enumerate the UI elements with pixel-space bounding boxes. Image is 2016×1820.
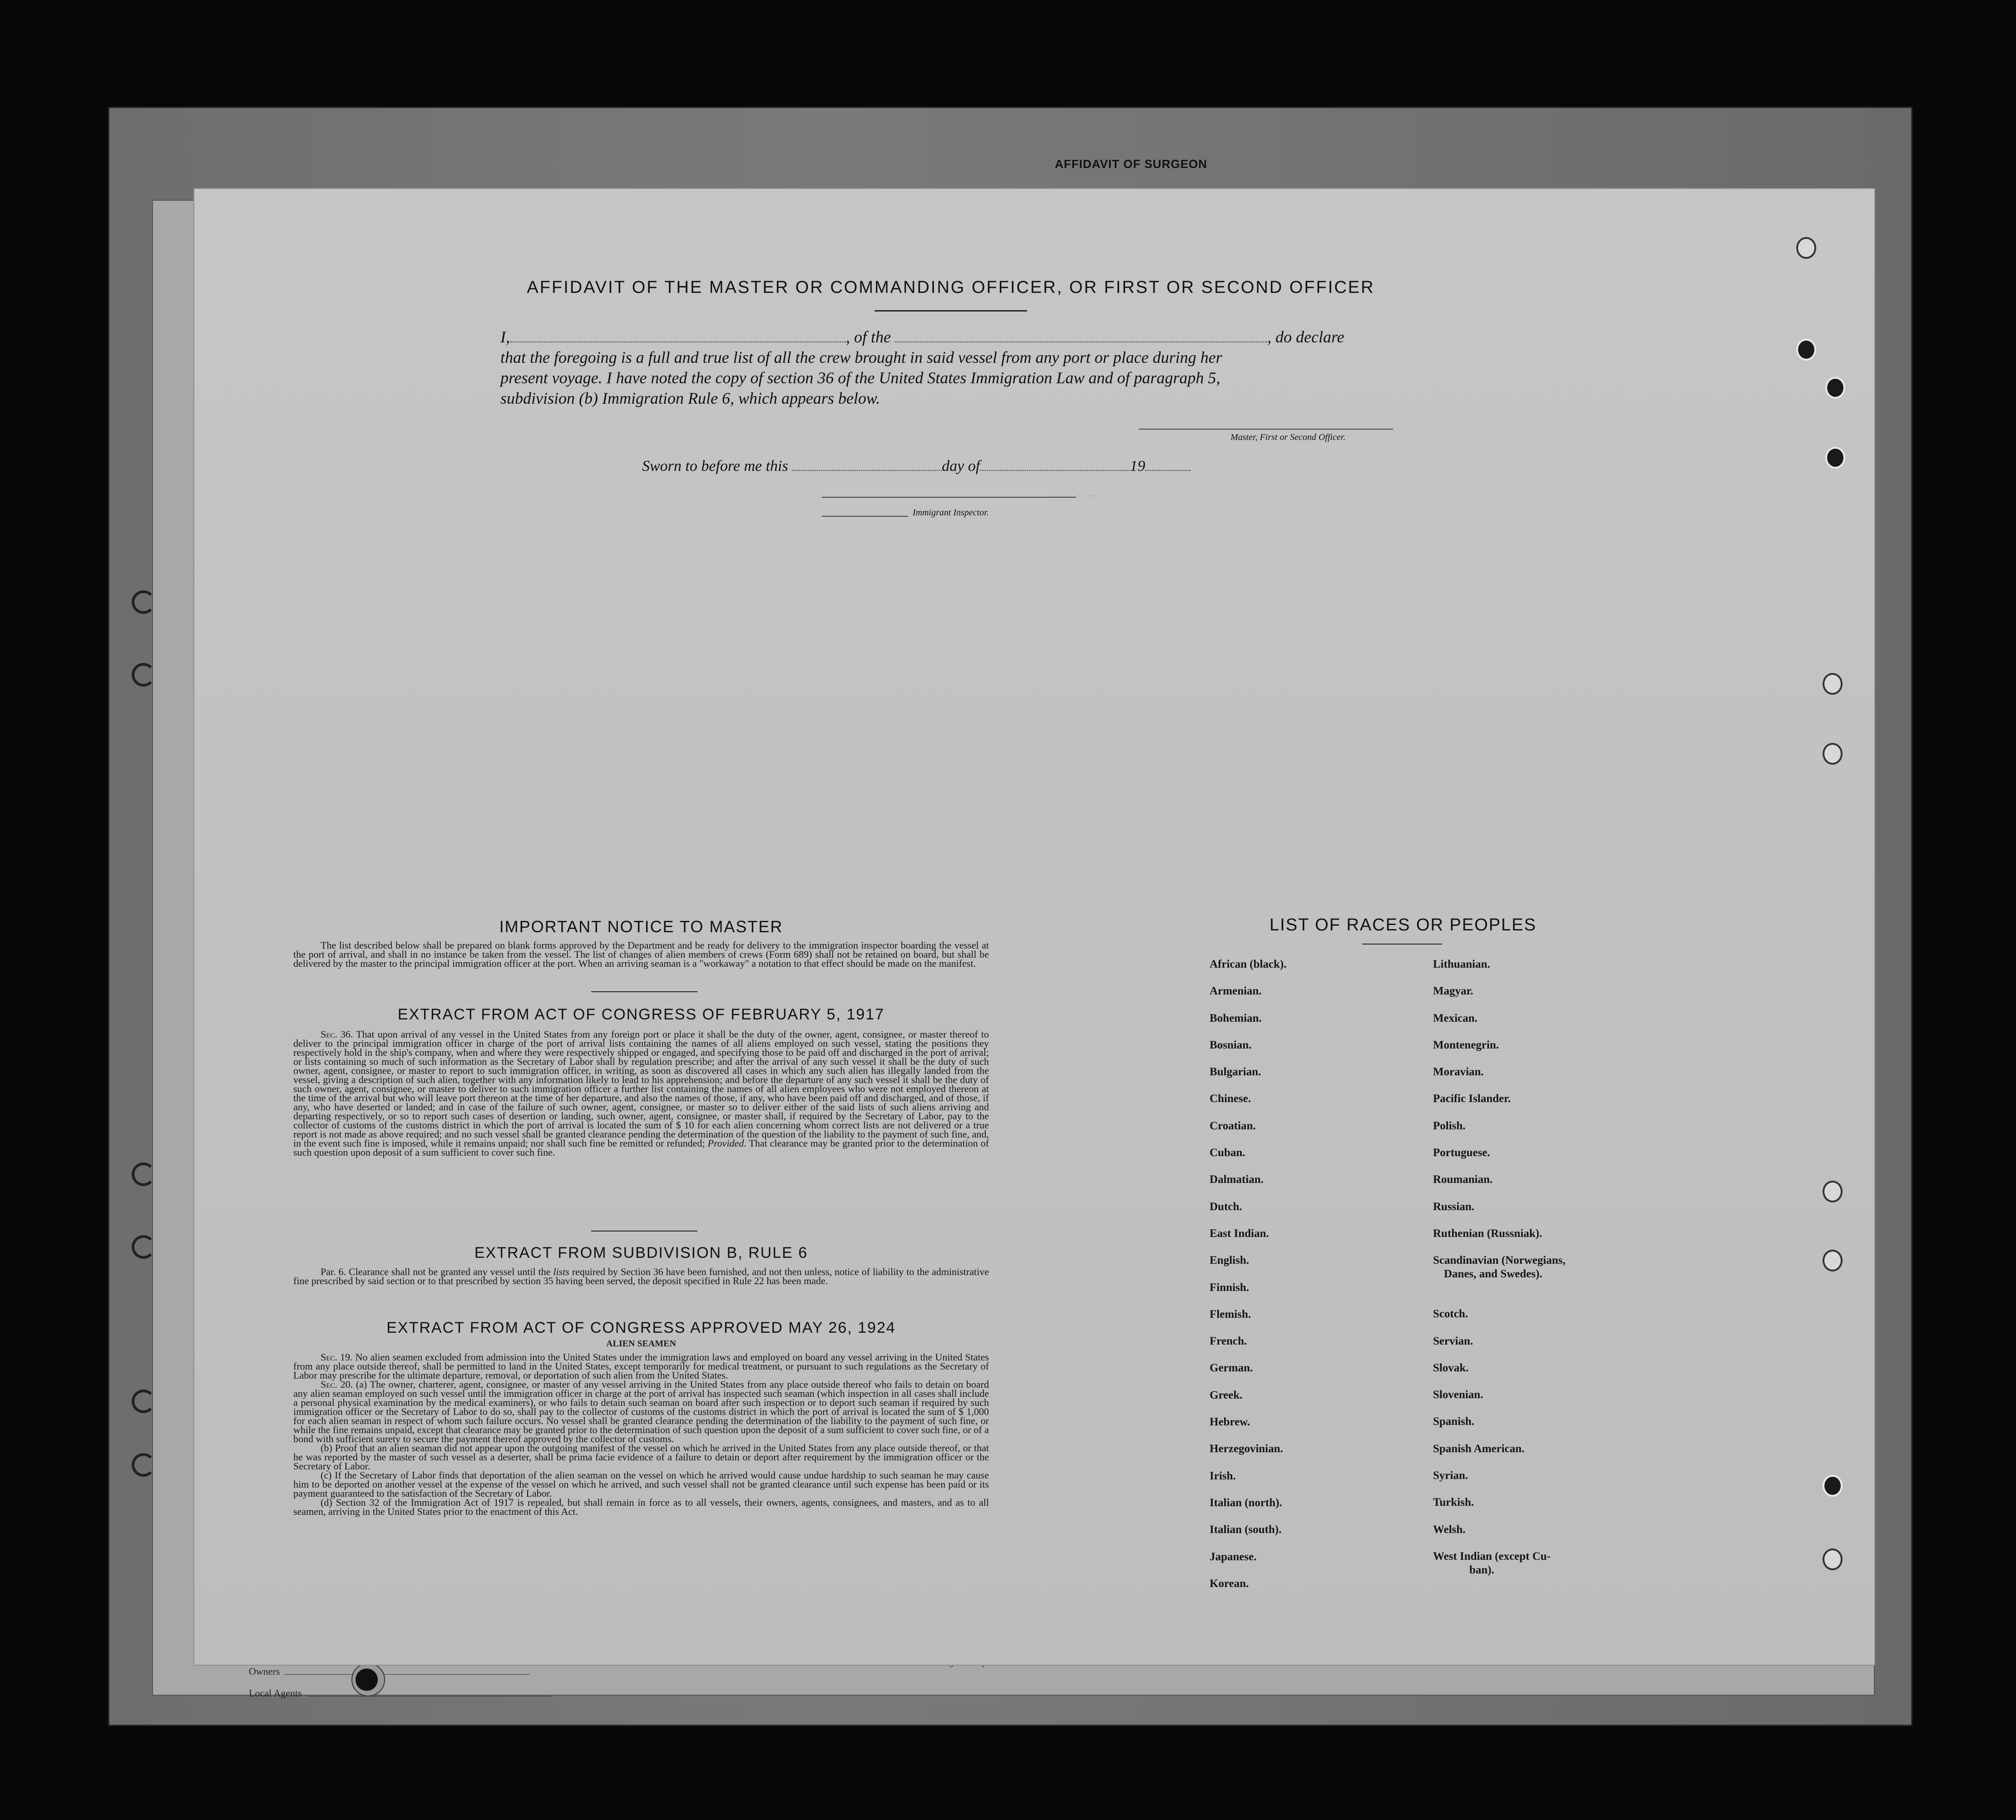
race-item: Bohemian. bbox=[1210, 1012, 1262, 1024]
sec-19-label: Sec. 19. bbox=[321, 1351, 353, 1363]
binding-hook-icon bbox=[132, 1235, 155, 1259]
punch-hole-icon bbox=[1796, 339, 1816, 361]
punch-hole-icon bbox=[1823, 1548, 1843, 1570]
provided-word: Provided. bbox=[707, 1138, 746, 1149]
inspector-dash bbox=[822, 516, 908, 517]
race-item: Armenian. bbox=[1210, 985, 1262, 998]
race-item: Slovenian. bbox=[1433, 1389, 1483, 1401]
extract-1917-section bbox=[293, 1006, 989, 1157]
punch-hole-icon bbox=[1823, 1250, 1843, 1271]
sworn-prefix: Sworn to before me this bbox=[642, 458, 788, 475]
race-item: French. bbox=[1210, 1335, 1247, 1348]
races-column-1 bbox=[1210, 958, 1286, 1604]
punch-hole-icon bbox=[1825, 447, 1845, 469]
race-item: Danes, and Swedes). bbox=[1444, 1268, 1542, 1281]
race-item: Pacific Islander. bbox=[1433, 1093, 1511, 1105]
race-item: Herzegovinian. bbox=[1210, 1443, 1283, 1455]
race-item: Greek. bbox=[1210, 1389, 1243, 1401]
race-item: African (black). bbox=[1210, 958, 1287, 970]
notice-body bbox=[293, 941, 989, 968]
seal-icon bbox=[351, 1663, 385, 1696]
sec-20c-text: (c) If the Secretary of Labor finds that deportation of the alien seaman on the vessel on which he arrived would cause undue hardship to such seaman he may cause him to be deported on another vessel at the expense of the vessel on which he arrived, and such vessel shall not be granted clearance until such expense has been paid or its payment guaranteed to the satisfaction of the Secretary of Labor. bbox=[293, 1469, 989, 1499]
inspector-caption: Immigrant Inspector. bbox=[913, 508, 989, 518]
races-column-2 bbox=[1433, 958, 1566, 1591]
race-item: Magyar. bbox=[1433, 985, 1473, 998]
race-item: Croatian. bbox=[1210, 1119, 1256, 1132]
par-6-text-a: Clearance shall not be granted any vessel until the bbox=[348, 1266, 551, 1277]
notice-divider bbox=[591, 991, 697, 992]
race-item: Finnish. bbox=[1210, 1281, 1249, 1294]
owners-label: Owners bbox=[249, 1666, 280, 1677]
race-item: Scotch. bbox=[1433, 1308, 1468, 1320]
races-divider bbox=[1362, 944, 1442, 945]
extract-rule6-body bbox=[293, 1267, 989, 1286]
race-item: Servian. bbox=[1433, 1335, 1473, 1347]
binding-hook-icon bbox=[132, 1162, 155, 1186]
declaration-of-the: , of the bbox=[846, 328, 891, 346]
sec-36-text: That upon arrival of any vessel in the United States from any foreign port or place it shall be the duty of the owner, agent, consignee, or master thereof to deliver to the principal immigration officer in charge of the port of arrival lists containing the names of all aliens employed on such vessel, stating the positions they respectively hold in the ship's company, when and where they were respectively shipped or engaged, and specifying those to be paid off and discharged in the port of arrival; or lists containing so much of such information as the Secretary of Labor shall by regulation prescribe; and after the arrival of any such vessel it shall be the duty of such owner, agent, consignee, or master to report to such immigration officer, in writing, as soon as discovered all cases in which any such alien has illegally landed from the vessel, giving a description of such alien, together with any information likely to lead to his apprehension; and before the departure of any such vessel it shall be the duty of such owner, agent, consignee, or master to deliver to such immigration officer a further list containing the names of all alien employees who were not employed thereon at the time of the arrival but who will leave port thereon at the time of her departure, and also the names of those, if any, who have been paid off and discharged, and of those, if any, who have deserted or landed; and in case of the failure of such owner, agent, consignee, or master so to deliver either of the said lists of such aliens arriving and departing respectively, or so to report such cases of desertion or landing, such owner, agent, consignee, or master shall, if required by the Secretary of Labor, pay to the collector of customs of the customs district in which the port of arrival is located the sum of $ 10 for each alien concerning whom correct lists are not delivered or a true report is not made as above required; and no such vessel shall be granted clearance pending the determination of the question of the liability to the payment of such fine, and, in the event such fine is imposed, while it remains unpaid; nor shall such fine be remitted or refunded; bbox=[293, 1029, 989, 1149]
race-item: Ruthenian (Russniak). bbox=[1433, 1227, 1542, 1240]
par-6-label: Par. 6. bbox=[321, 1266, 346, 1277]
show-through-text: — — — — — bbox=[1053, 490, 1107, 502]
race-item: Welsh. bbox=[1433, 1523, 1466, 1536]
declaration-i: I, bbox=[500, 328, 510, 346]
punch-hole-icon bbox=[1823, 1181, 1843, 1202]
binding-hook-icon bbox=[132, 1390, 155, 1413]
notice-title: IMPORTANT NOTICE TO MASTER bbox=[499, 917, 783, 936]
race-item: Korean. bbox=[1210, 1577, 1249, 1590]
race-item: Cuban. bbox=[1210, 1147, 1245, 1159]
declaration-line-1 bbox=[500, 327, 1408, 347]
extract-1924-body bbox=[293, 1353, 989, 1516]
race-item: Bosnian. bbox=[1210, 1039, 1252, 1051]
extract-1924-title: EXTRACT FROM ACT OF CONGRESS APPROVED MAY 26, 1924 bbox=[386, 1319, 896, 1336]
extract-1917-title: EXTRACT FROM ACT OF CONGRESS OF FEBRUARY 5, 1917 bbox=[397, 1006, 885, 1023]
race-item: English. bbox=[1210, 1254, 1249, 1267]
master-caption: Master, First or Second Officer. bbox=[1230, 432, 1346, 442]
race-item: Flemish. bbox=[1210, 1308, 1251, 1320]
under-sheet-labels bbox=[249, 1666, 552, 1709]
race-item: Japanese. bbox=[1210, 1550, 1257, 1563]
notice-section bbox=[293, 917, 989, 968]
master-signature-line bbox=[1139, 429, 1393, 430]
back-sheet-title: AFFIDAVIT OF SURGEON bbox=[1055, 157, 1207, 171]
par-6-text-b: required by Section 36 have been furnished, and not then unless, notice of liability to the administrative fine prescribed by said section or to that prescribed by section 35 having been served, the deposit specified in Rule 22 has been made. bbox=[293, 1266, 989, 1286]
race-item: Moravian. bbox=[1433, 1066, 1484, 1078]
race-item: Italian (south). bbox=[1210, 1523, 1282, 1536]
race-item: Montenegrin. bbox=[1433, 1039, 1499, 1051]
affidavit-title: AFFIDAVIT OF THE MASTER OR COMMANDING OFFICER, OR FIRST OR SECOND OFFICER bbox=[527, 278, 1375, 297]
race-item: Hebrew. bbox=[1210, 1416, 1250, 1429]
local-agents-label: Local Agents bbox=[249, 1687, 302, 1699]
race-item: Lithuanian. bbox=[1433, 958, 1490, 970]
extract-1924-subtitle: ALIEN SEAMEN bbox=[606, 1339, 676, 1349]
sec-20d-text: (d) Section 32 of the Immigration Act of 1917 is repealed, but shall remain in force as to all vessels, their owners, agents, consignees, and masters, and as to all seamen, arriving in the United States prior to the enactment of this Act. bbox=[293, 1497, 989, 1517]
binding-hook-icon bbox=[132, 1453, 155, 1477]
race-item: German. bbox=[1210, 1362, 1253, 1375]
declaration-line-2: that the foregoing is a full and true list of all the crew brought in said vessel from any port or place during her bbox=[500, 348, 1222, 366]
race-item: Spanish. bbox=[1433, 1415, 1475, 1428]
declaration-line-4: subdivision (b) Immigration Rule 6, which appears below. bbox=[500, 389, 880, 407]
race-item: Chinese. bbox=[1210, 1093, 1251, 1105]
punch-hole-icon bbox=[1823, 1475, 1843, 1497]
race-item: East Indian. bbox=[1210, 1227, 1269, 1240]
races-title: LIST OF RACES OR PEOPLES bbox=[1270, 915, 1537, 935]
sworn-line bbox=[642, 458, 1191, 475]
inspector-signature-line bbox=[822, 497, 1076, 498]
title-underline bbox=[875, 310, 1027, 312]
sworn-day-label: day of bbox=[942, 458, 980, 475]
punch-hole-icon bbox=[1825, 377, 1845, 399]
race-item: Dutch. bbox=[1210, 1200, 1242, 1213]
punch-hole-icon bbox=[1823, 743, 1843, 765]
race-item: Bulgarian. bbox=[1210, 1066, 1261, 1078]
lists-word: lists bbox=[553, 1266, 569, 1277]
sec-20a-text: (a) The owner, charterer, agent, consignee, or master of any vessel arriving in the United States from any place outside thereof who fails to detain on board any alien seaman employed on such vessel until the immigration officer in charge at the port of arrival has inspected such seaman (which inspection in all cases shall include a personal physical examination by the medical examiners), or who fails to detain such seaman on board after such inspection or to deport such seaman if required by such immigration officer or the Secretary of Labor to do so, shall pay to the collector of customs of the customs district in which the port of arrival is located the sum of $ 1,000 for each alien seaman in respect of whom such failure occurs. No vessel shall be granted clearance pending the determination of the liability to the payment of such fine, or while the fine remains unpaid, except that clearance may be granted prior to the determination of such question upon the deposit of a sum sufficient to cover such fine, or of a bond with sufficient surety to secure the payment thereof approved by the collector of customs. bbox=[293, 1379, 989, 1444]
sec-20b-text: (b) Proof that an alien seaman did not appear upon the outgoing manifest of the vessel on which he arrived in the United States from any place outside thereof, or that he was reported by the master of such vessel as a deserter, shall be prima facie evidence of a failure to detain or deport after requirement by the immigration officer or the Secretary of Labor. bbox=[293, 1442, 989, 1472]
sec-19-text: No alien seamen excluded from admission into the United States under the immigration laws and employed on board any vessel arriving in the United States from any place outside thereof, shall be permitted to land in the United States, except temporarily for medical treatment, or pursuant to such regulations as the Secretary of Labor may prescribe for the ultimate departure, removal, or deportation of such alien from the United States. bbox=[293, 1351, 989, 1381]
race-item: Russian. bbox=[1433, 1200, 1475, 1213]
extract-1924-section bbox=[293, 1319, 989, 1516]
punch-hole-icon bbox=[1796, 237, 1816, 259]
race-item: Dalmatian. bbox=[1210, 1173, 1264, 1186]
race-item: Roumanian. bbox=[1433, 1173, 1493, 1186]
race-item: Irish. bbox=[1210, 1469, 1236, 1482]
race-item: Turkish. bbox=[1433, 1496, 1474, 1509]
extract-rule6-title: EXTRACT FROM SUBDIVISION B, RULE 6 bbox=[474, 1244, 808, 1261]
race-item: Syrian. bbox=[1433, 1469, 1468, 1482]
race-item: ban). bbox=[1469, 1563, 1494, 1576]
extract-rule6-section bbox=[293, 1244, 989, 1286]
sec-36-label: Sec. 36. bbox=[321, 1029, 353, 1040]
binding-hook-icon bbox=[132, 663, 155, 687]
punch-hole-icon bbox=[1823, 673, 1843, 695]
affidavit-declaration bbox=[500, 327, 1408, 409]
race-item: Mexican. bbox=[1433, 1012, 1477, 1024]
declaration-declare: , do declare bbox=[1267, 328, 1344, 346]
race-item: West Indian (except Cu- bbox=[1433, 1550, 1551, 1563]
race-item: Polish. bbox=[1433, 1119, 1466, 1132]
binding-hook-icon bbox=[132, 590, 155, 614]
sec-36-text-end: That clearance may be granted prior to the determination of such question upon deposit of a sum sufficient to cover such fine. bbox=[293, 1138, 989, 1158]
sec-20-label: Sec. 20. bbox=[321, 1379, 353, 1390]
race-item: Spanish American. bbox=[1433, 1442, 1525, 1455]
extract-1917-body bbox=[293, 1030, 989, 1157]
race-item: Italian (north). bbox=[1210, 1496, 1282, 1509]
sworn-year-label: 19 bbox=[1130, 458, 1146, 475]
declaration-line-3: present voyage. I have noted the copy of section 36 of the United States Immigration Law and of paragraph 5, bbox=[500, 369, 1220, 387]
race-item: Slovak. bbox=[1433, 1361, 1469, 1374]
notice-text: The list described below shall be prepared on blank forms approved by the Department and be ready for delivery to the immigration inspector boarding the vessel at the port of arrival, and shall in no instance be taken from the vessel. The list of changes of alien members of crews (Form 689) shall not be retained on board, but shall be delivered by the master to the principal immigration officer at the port. When an arriving seaman is a "workaway" a notation to that effect should be made on the manifest. bbox=[293, 940, 989, 969]
race-item: Portuguese. bbox=[1433, 1147, 1490, 1159]
race-item: Scandinavian (Norwegians, bbox=[1433, 1254, 1566, 1267]
